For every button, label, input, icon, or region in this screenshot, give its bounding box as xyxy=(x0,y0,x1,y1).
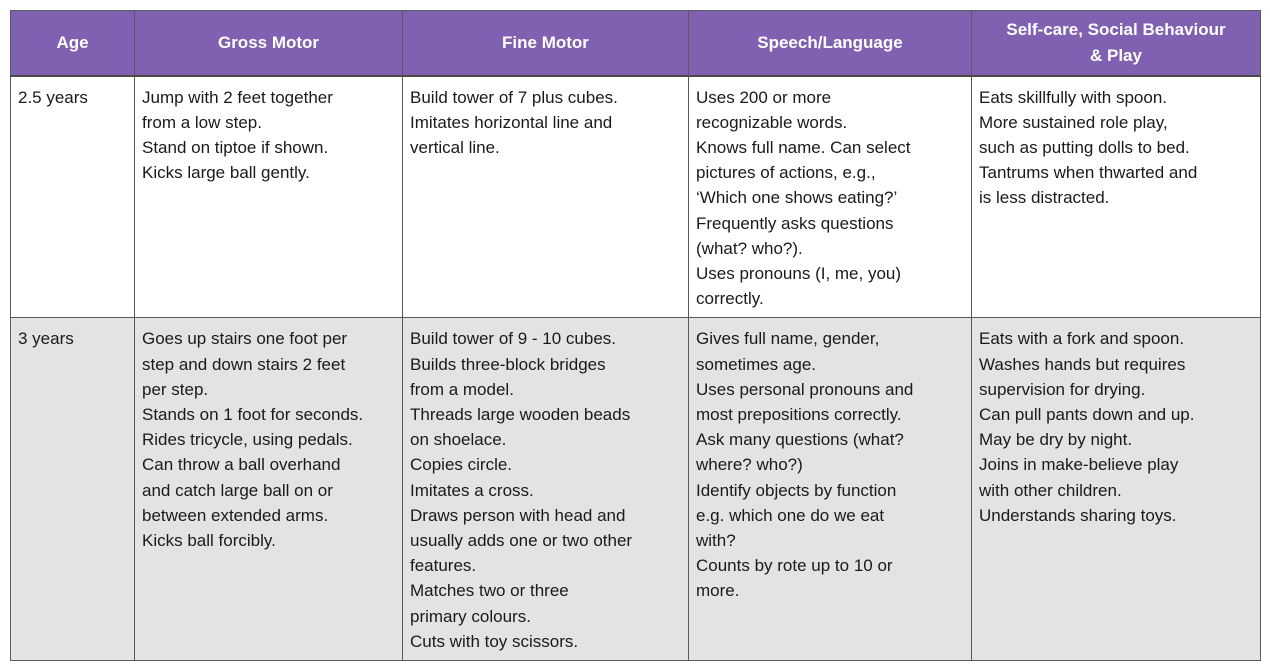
table-row xyxy=(11,76,1261,318)
cell-text-line: recognizable words. xyxy=(696,112,848,132)
cell-text-line: Uses pronouns (I, me, you) xyxy=(696,263,902,283)
cell-text-line: Understands sharing toys. xyxy=(979,505,1177,525)
cell-text-line: between extended arms. xyxy=(142,505,329,525)
gross-motor-cell xyxy=(135,318,403,661)
header-gross-motor: Gross Motor xyxy=(135,11,403,76)
cell-text-line: Stand on tiptoe if shown. xyxy=(142,137,329,157)
cell-text-line: with? xyxy=(696,530,736,550)
cell-text-line: Stands on 1 foot for seconds. xyxy=(142,404,364,424)
cell-text-line: is less distracted. xyxy=(979,188,1110,208)
header-speech-language: Speech/Language xyxy=(689,11,972,76)
cell-text-line: Knows full name. Can select xyxy=(696,137,911,157)
cell-text-line: Matches two or three xyxy=(410,581,569,601)
cell-text-line: Rides tricycle, using pedals. xyxy=(142,430,353,450)
cell-text-line: Goes up stairs one foot per xyxy=(142,329,348,349)
cell-text-line: Can pull pants down and up. xyxy=(979,404,1195,424)
cell-text-line: e.g. which one do we eat xyxy=(696,505,885,525)
cell-text-line: Build tower of 7 plus cubes. xyxy=(410,87,618,107)
cell-text-line: Washes hands but requires xyxy=(979,354,1186,374)
cell-text-line: features. xyxy=(410,556,477,576)
cell-text-line: Imitates horizontal line and xyxy=(410,112,613,132)
cell-text-line: supervision for drying. xyxy=(979,379,1146,399)
development-milestones-table xyxy=(10,10,1261,661)
self-care-cell xyxy=(972,76,1261,318)
cell-text-line: Builds three-block bridges xyxy=(410,354,606,374)
fine-motor-cell xyxy=(403,76,689,318)
cell-text-line: Uses personal pronouns and xyxy=(696,379,914,399)
table-row xyxy=(11,318,1261,661)
header-age: Age xyxy=(11,11,135,76)
header-row xyxy=(11,11,1261,76)
cell-text-line: More sustained role play, xyxy=(979,112,1168,132)
cell-text-line: primary colours. xyxy=(410,606,531,626)
cell-text-line: correctly. xyxy=(696,289,764,309)
cell-text-line: Counts by rote up to 10 or xyxy=(696,556,893,576)
age-cell: 3 years xyxy=(11,318,135,661)
cell-text-line: May be dry by night. xyxy=(979,430,1133,450)
cell-text-line: Gives full name, gender, xyxy=(696,329,880,349)
cell-text-line: most prepositions correctly. xyxy=(696,404,902,424)
cell-text-line: usually adds one or two other xyxy=(410,530,633,550)
cell-text-line: Joins in make-believe play xyxy=(979,455,1179,475)
cell-text-line: with other children. xyxy=(979,480,1122,500)
cell-text-line: (what? who?). xyxy=(696,238,803,258)
header-self-care-line-1: Self-care, Social Behaviour xyxy=(1006,19,1226,39)
cell-text-line: Frequently asks questions xyxy=(696,213,894,233)
header-fine-motor: Fine Motor xyxy=(403,11,689,76)
cell-text-line: Threads large wooden beads xyxy=(410,404,631,424)
cell-text-line: from a low step. xyxy=(142,112,262,132)
cell-text-line: on shoelace. xyxy=(410,430,507,450)
speech-language-cell xyxy=(689,318,972,661)
speech-language-cell xyxy=(689,76,972,318)
cell-text-line: and catch large ball on or xyxy=(142,480,333,500)
cell-text-line: Uses 200 or more xyxy=(696,87,832,107)
cell-text-line: Tantrums when thwarted and xyxy=(979,163,1198,183)
cell-text-line: Jump with 2 feet together xyxy=(142,87,333,107)
cell-text-line: Ask many questions (what? xyxy=(696,430,904,450)
cell-text-line: Cuts with toy scissors. xyxy=(410,631,579,651)
cell-text-line: Kicks ball forcibly. xyxy=(142,530,276,550)
cell-text-line: Copies circle. xyxy=(410,455,513,475)
gross-motor-cell xyxy=(135,76,403,318)
fine-motor-cell xyxy=(403,318,689,661)
cell-text-line: Eats skillfully with spoon. xyxy=(979,87,1168,107)
cell-text-line: Eats with a fork and spoon. xyxy=(979,329,1185,349)
cell-text-line: step and down stairs 2 feet xyxy=(142,354,346,374)
self-care-cell xyxy=(972,318,1261,661)
cell-text-line: Build tower of 9 - 10 cubes. xyxy=(410,329,617,349)
cell-text-line: ‘Which one shows eating?’ xyxy=(696,188,898,208)
cell-text-line: Draws person with head and xyxy=(410,505,626,525)
cell-text-line: where? who?) xyxy=(696,455,803,475)
header-self-care xyxy=(972,11,1261,76)
cell-text-line: Imitates a cross. xyxy=(410,480,534,500)
cell-text-line: Kicks large ball gently. xyxy=(142,163,310,183)
cell-text-line: more. xyxy=(696,581,740,601)
cell-text-line: such as putting dolls to bed. xyxy=(979,137,1190,157)
cell-text-line: sometimes age. xyxy=(696,354,816,374)
cell-text-line: from a model. xyxy=(410,379,514,399)
header-self-care-line-2: & Play xyxy=(1090,45,1142,65)
cell-text-line: vertical line. xyxy=(410,137,500,157)
cell-text-line: Identify objects by function xyxy=(696,480,897,500)
cell-text-line: Can throw a ball overhand xyxy=(142,455,341,475)
cell-text-line: per step. xyxy=(142,379,209,399)
cell-text-line: pictures of actions, e.g., xyxy=(696,163,876,183)
age-cell: 2.5 years xyxy=(11,76,135,318)
